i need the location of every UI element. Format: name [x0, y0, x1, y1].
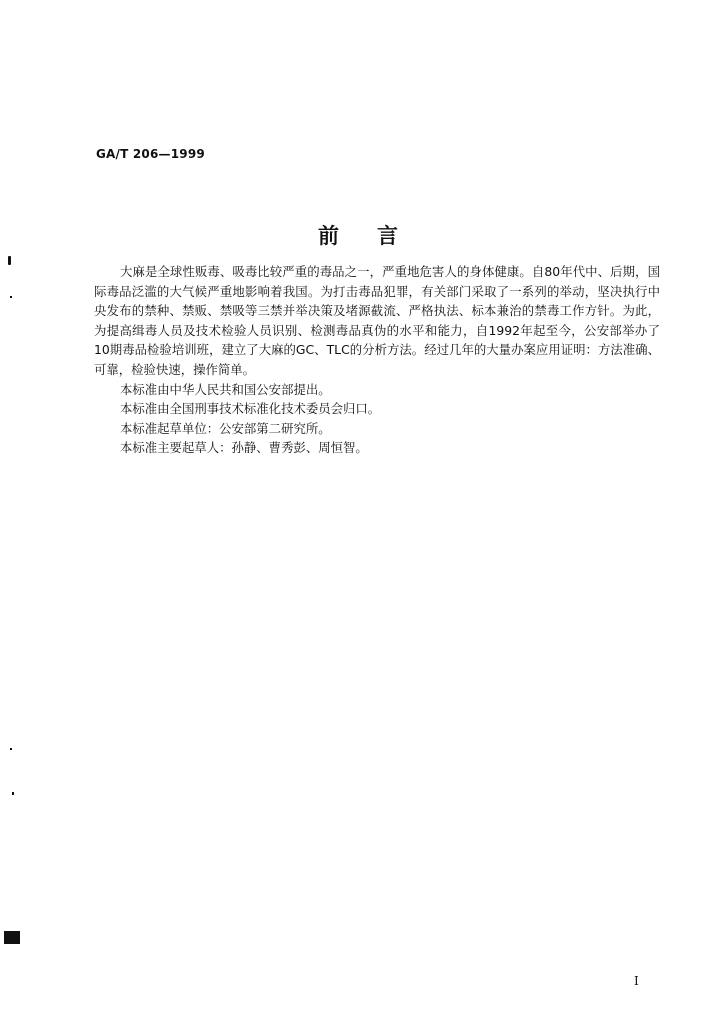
page-number: I [634, 974, 639, 988]
scan-mark-dot [10, 748, 12, 750]
body-text [94, 262, 660, 458]
scan-mark-block [4, 931, 20, 944]
paragraph-drafting-unit: 本标准起草单位：公安部第二研究所。 [120, 420, 331, 436]
paragraph-centralized: 本标准由全国刑事技术标准化技术委员会归口。 [120, 401, 381, 417]
page-title: 前言 [318, 223, 436, 248]
scan-mark-dot [8, 256, 11, 265]
paragraph-drafters: 本标准主要起草人：孙静、曹秀彭、周恒智。 [120, 440, 368, 456]
scan-mark-dot [10, 296, 12, 298]
standard-code: GA/T 206—1999 [96, 147, 205, 161]
paragraph-proposer: 本标准由中华人民共和国公安部提出。 [120, 381, 331, 397]
scan-mark-dot [12, 792, 14, 795]
paragraph-intro: 大麻是全球性贩毒、吸毒比较严重的毒品之一，严重地危害人的身体健康。自80年代中、后期，国际毒品泛滥的大气候严重地影响着我国。为打击毒品犯罪，有关部门采取了一系列的举动，坚决执行中央发布的禁种、禁贩、禁吸等三禁并举决策及堵源截流、严格执法、标本兼治的禁毒工作方针。为此，为提高缉毒人员及技术检验人员识别、检测毒品真伪的水平和能力，自1992年起至今，公安部举办了10期毒品检验培训班，建立了大麻的GC、TLC的分析方法。经过几年的大量办案应用证明：方法准确、可靠，检验快速，操作简单。 [94, 264, 660, 377]
